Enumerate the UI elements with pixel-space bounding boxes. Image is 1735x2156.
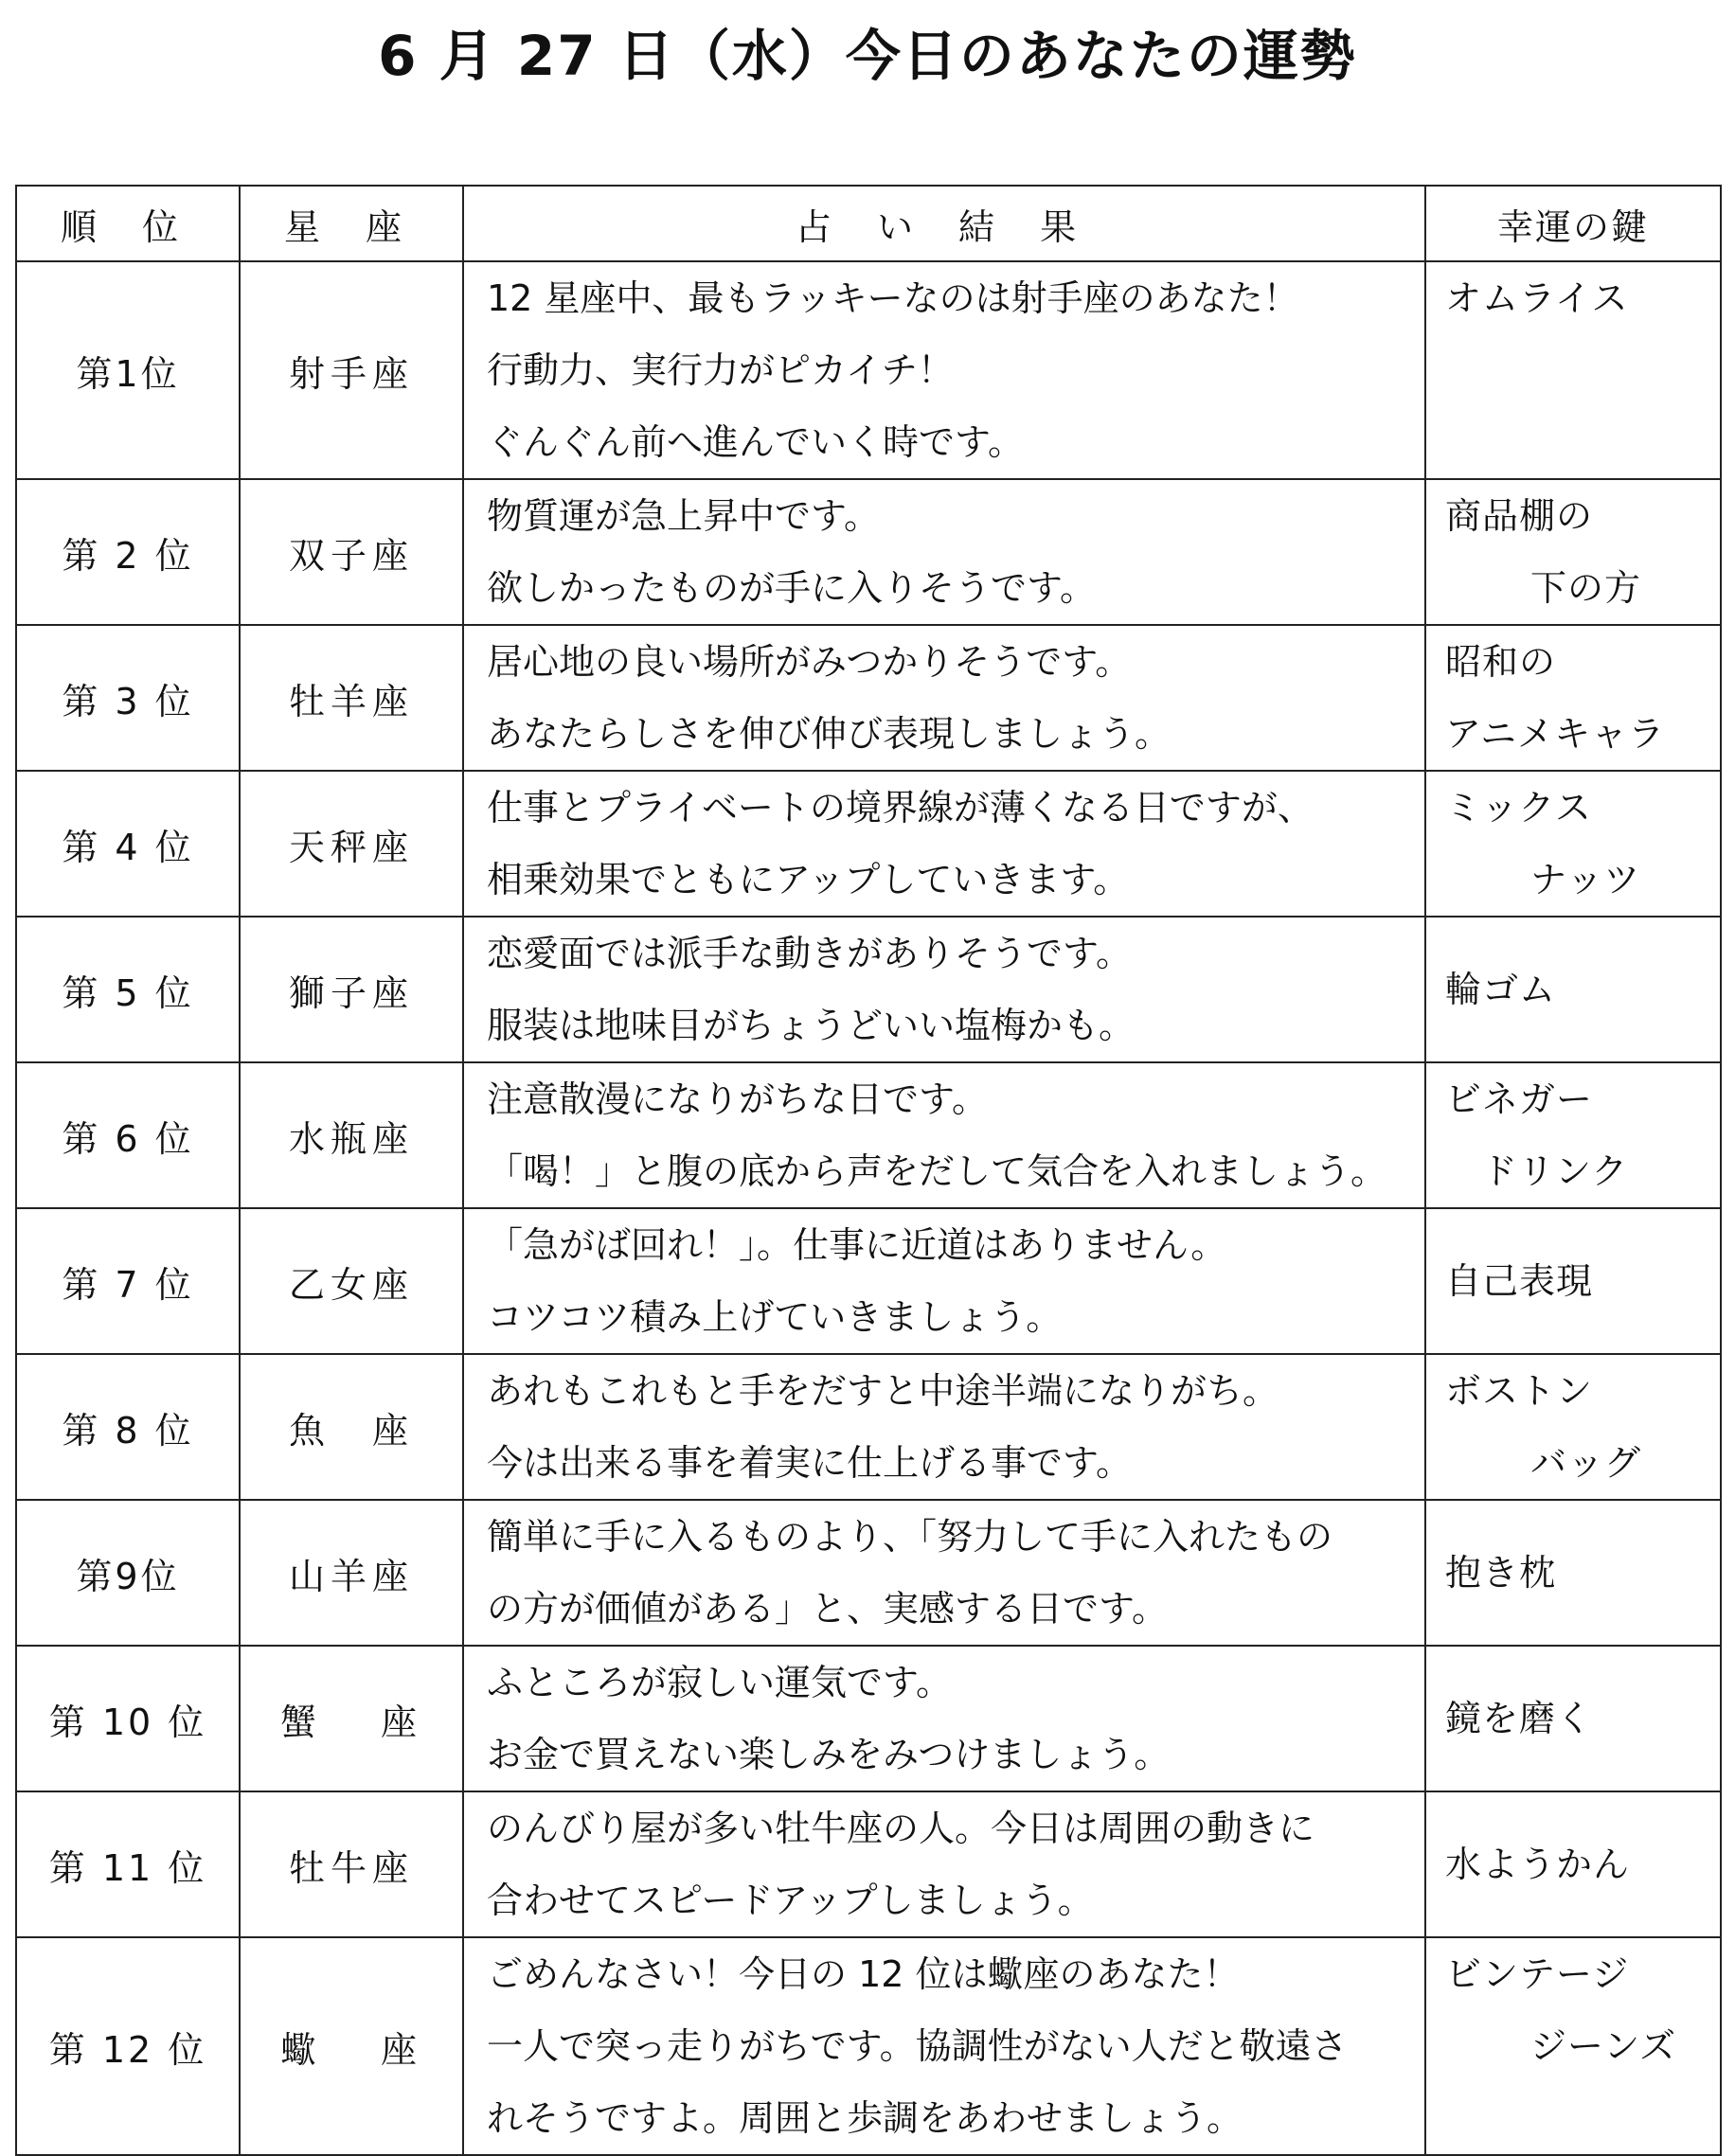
result-line: 一人で突っ走りがちです。協調性がない人だと敬遠さ [487,2025,1348,2067]
key-line: 下の方 [1530,567,1642,609]
key-cell [1425,1937,1721,2155]
key-cell [1425,625,1721,771]
key-cell [1425,917,1721,1062]
sign-cell: 魚 座 [240,1354,463,1500]
key-cell [1425,479,1721,625]
sign-cell: 蟹 座 [240,1646,463,1791]
result-cell [463,479,1425,625]
header-key: 幸運の鍵 [1425,186,1721,261]
result-line: コツコツ積み上げていきましょう。 [487,1296,1063,1338]
key-line: オムライス [1445,277,1629,319]
rank-cell: 第 5 位 [16,917,240,1062]
result-line: お金で買えない楽しみをみつけましょう。 [487,1734,1171,1775]
sign-cell: 射手座 [240,261,463,479]
key-cell [1425,1500,1721,1646]
result-line: 仕事とプライベートの境界線が薄くなる日ですが、 [487,787,1314,829]
table-row [16,917,1721,1062]
result-cell [463,1062,1425,1208]
sign-cell: 獅子座 [240,917,463,1062]
result-line: あなたらしさを伸び伸び表現しましょう。 [487,713,1172,755]
table-header-row [16,186,1721,261]
sign-cell: 乙女座 [240,1208,463,1354]
fortune-table [15,185,1722,2156]
result-line: の方が価値がある」と、実感する日です。 [487,1588,1168,1630]
key-line: 鏡を磨く [1445,1698,1594,1739]
result-line: 今は出来る事を着実に仕上げる事です。 [487,1442,1132,1484]
table-row [16,1208,1721,1354]
result-cell [463,1937,1425,2155]
result-line: 「急がば回れ！」。仕事に近道はありません。 [487,1224,1227,1266]
key-line: ジーンズ [1530,2025,1677,2067]
result-cell [463,1791,1425,1937]
key-line: ドリンク [1481,1150,1629,1192]
result-line: 合わせてスピードアップしましょう。 [487,1880,1094,1921]
key-cell [1425,771,1721,917]
result-cell [463,771,1425,917]
sign-cell: 天秤座 [240,771,463,917]
result-line: れそうですよ。周囲と歩調をあわせましょう。 [487,2097,1243,2139]
rank-cell: 第9位 [16,1500,240,1646]
rank-cell: 第 12 位 [16,1937,240,2155]
result-line: 行動力、実行力がピカイチ！ [487,349,954,391]
key-line: 商品棚の [1445,495,1594,537]
key-line: ボストン [1445,1370,1594,1412]
table-row [16,1646,1721,1791]
table-row [16,1354,1721,1500]
table-row [16,771,1721,917]
rank-cell: 第 7 位 [16,1208,240,1354]
key-cell [1425,1062,1721,1208]
result-line: 12 星座中、最もラッキーなのは射手座のあなた！ [487,277,1299,319]
result-cell [463,261,1425,479]
table-row [16,261,1721,479]
result-cell [463,625,1425,771]
result-cell [463,1500,1425,1646]
header-sign: 星 座 [240,186,463,261]
result-line: 簡単に手に入るものより、「努力して手に入れたもの [487,1516,1333,1558]
key-line: 水ようかん [1445,1844,1631,1885]
rank-cell: 第 3 位 [16,625,240,771]
key-line: ビンテージ [1445,1953,1630,1995]
sign-cell: 水瓶座 [240,1062,463,1208]
sign-cell: 双子座 [240,479,463,625]
table-row [16,625,1721,771]
result-line: あれもこれもと手をだすと中途半端になりがち。 [487,1370,1279,1412]
result-line: 物質運が急上昇中です。 [487,495,880,537]
table-row [16,1791,1721,1937]
table-row [16,479,1721,625]
result-line: 注意散漫になりがちな日です。 [487,1078,988,1120]
rank-cell: 第 10 位 [16,1646,240,1791]
result-line: 居心地の良い場所がみつかりそうです。 [487,641,1132,683]
result-cell [463,917,1425,1062]
key-cell [1425,261,1721,479]
rank-cell: 第 8 位 [16,1354,240,1500]
result-line: 相乗効果でともにアップしていきます。 [487,859,1130,900]
result-line: ふところが寂しい運気です。 [487,1662,952,1703]
page-title: 6 月 27 日（水）今日のあなたの運勢 [378,24,1357,88]
result-line: 欲しかったものが手に入りそうです。 [487,567,1096,609]
key-line: 抱き枕 [1445,1552,1557,1594]
header-rank: 順 位 [16,186,240,261]
rank-cell: 第 11 位 [16,1791,240,1937]
key-line: ナッツ [1530,859,1641,900]
key-line: アニメキャラ [1445,713,1666,755]
rank-cell: 第 6 位 [16,1062,240,1208]
table-row [16,1937,1721,2155]
key-line: バッグ [1530,1442,1642,1484]
result-line: ぐんぐん前へ進んでいく時です。 [487,421,1024,463]
key-cell [1425,1646,1721,1791]
key-cell [1425,1208,1721,1354]
header-result: 占 い 結 果 [463,186,1425,261]
sign-cell: 牡羊座 [240,625,463,771]
sign-cell: 蠍 座 [240,1937,463,2155]
result-line: 「喝！」と腹の底から声をだして気合を入れましょう。 [487,1150,1387,1192]
sign-cell: 山羊座 [240,1500,463,1646]
key-line: 昭和の [1445,641,1557,683]
sign-cell: 牡牛座 [240,1791,463,1937]
table-row [16,1500,1721,1646]
rank-cell: 第1位 [16,261,240,479]
result-line: のんびり屋が多い牡牛座の人。今日は周囲の動きに [487,1808,1315,1849]
key-line: ビネガー [1445,1078,1594,1120]
key-line: 輪ゴム [1445,969,1557,1010]
key-line: ミックス [1445,787,1592,829]
key-cell [1425,1354,1721,1500]
result-line: 恋愛面では派手な動きがありそうです。 [487,933,1132,974]
key-cell [1425,1791,1721,1937]
key-line: 自己表現 [1445,1260,1594,1302]
rank-cell: 第 4 位 [16,771,240,917]
result-line: ごめんなさい！今日の 12 位は蠍座のあなた！ [487,1953,1240,1995]
table-row [16,1062,1721,1208]
result-cell [463,1646,1425,1791]
rank-cell: 第 2 位 [16,479,240,625]
result-cell [463,1208,1425,1354]
result-line: 服装は地味目がちょうどいい塩梅かも。 [487,1005,1136,1046]
result-cell [463,1354,1425,1500]
